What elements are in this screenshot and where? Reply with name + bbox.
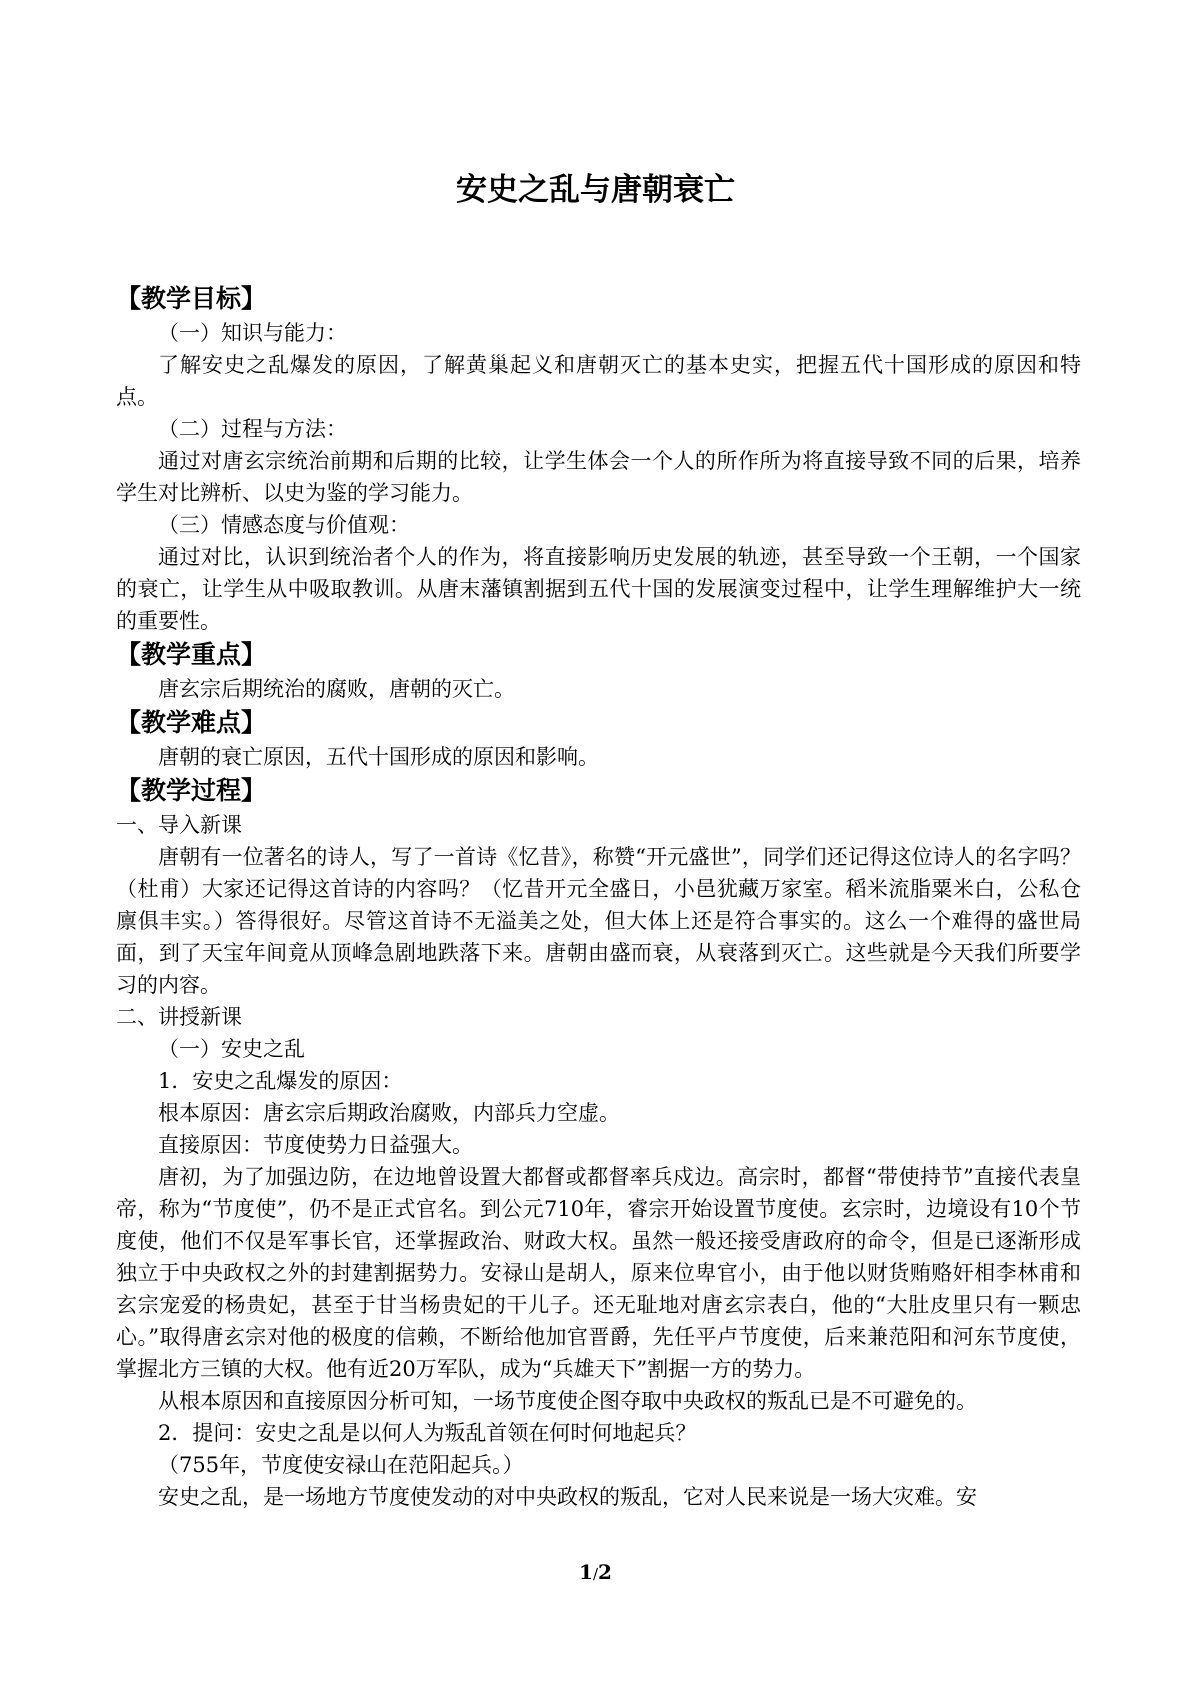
teaching-key-heading: 【教学重点】: [116, 640, 267, 669]
teaching-difficulty-text: 唐朝的衰亡原因，五代十国形成的原因和影响。: [158, 745, 599, 769]
analysis-text: 从根本原因和直接原因分析可知，一场节度使企图夺取中央政权的叛乱已是不可避免的。: [158, 1389, 977, 1413]
document-body: [116, 281, 1081, 1513]
last-text: 安史之乱，是一场地方节度使发动的对中央政权的叛乱，它对人民来说是一场大灾难。安: [158, 1485, 977, 1509]
cause-direct: 直接原因：节度使势力日益强大。: [158, 1133, 473, 1157]
page-separator: /: [592, 1565, 599, 1583]
document-title: 安史之乱与唐朝衰亡: [456, 172, 735, 208]
teaching-difficulty-heading: 【教学难点】: [116, 708, 267, 737]
goal3-text: 通过对比，认识到统治者个人的作为，将直接影响历史发展的轨迹，甚至导致一个王朝，一个国家的衰亡，让学生从中吸取教训。从唐末藩镇割据到五代十国的发展演变过程中，让学生理解维护大一统的重要性。: [116, 545, 1081, 633]
cause-label: 1．安史之乱爆发的原因：: [158, 1069, 403, 1093]
teaching-goals-heading: 【教学目标】: [116, 284, 267, 313]
part2-heading: 二、讲授新课: [116, 1005, 242, 1029]
goal2-label: （二）过程与方法：: [158, 417, 347, 441]
page-number: 1: [579, 1560, 593, 1584]
goal2-text: 通过对唐玄宗统治前期和后期的比较，让学生体会一个人的所作所为将直接导致不同的后果，培养学生对比辨析、以史为鉴的学习能力。: [116, 449, 1081, 505]
page-total: 2: [598, 1560, 612, 1584]
goal3-label: （三）情感态度与价值观：: [158, 513, 410, 537]
teaching-process-heading: 【教学过程】: [116, 776, 267, 805]
part1-heading: 一、导入新课: [116, 813, 242, 837]
sub1-label: （一）安史之乱: [158, 1037, 305, 1061]
goal1-text: 了解安史之乱爆发的原因，了解黄巢起义和唐朝灭亡的基本史实，把握五代十国形成的原因和特点。: [116, 353, 1081, 409]
history-text: 唐初，为了加强边防，在边地曾设置大都督或都督率兵戍边。高宗时，都督“带使持节”直接代表皇帝，称为“节度使”，仍不是正式官名。到公元710年，睿宗开始设置节度使。玄宗时，边境设有10个节度使，他们不仅是军事长官，还掌握政治、财政大权。虽然一般还接受唐政府的命令，但是已逐渐形成独立于中央政权之外的封建割据势力。安禄山是胡人，原来位卑官小，由于他以财货贿赂奸相李林甫和玄宗宠爱的杨贵妃，甚至于甘当杨贵妃的干儿子。还无耻地对唐玄宗表白，他的“大肚皮里只有一颗忠心。”取得唐玄宗对他的极度的信赖，不断给他加官晋爵，先任平卢节度使，后来兼范阳和河东节度使，掌握北方三镇的大权。他有近20万军队，成为“兵雄天下”割据一方的势力。: [116, 1165, 1081, 1381]
goal1-label: （一）知识与能力：: [158, 321, 347, 345]
cause-root: 根本原因：唐玄宗后期政治腐败，内部兵力空虚。: [158, 1101, 620, 1125]
part1-text: 唐朝有一位著名的诗人，写了一首诗《忆昔》，称赞“开元盛世”，同学们还记得这位诗人的名字吗？（杜甫）大家还记得这首诗的内容吗？（忆昔开元全盛日，小邑犹藏万家室。稻米流脂粟米白，公私仓廪俱丰实。）答得很好。尽管这首诗不无溢美之处，但大体上还是符合事实的。这么一个难得的盛世局面，到了天宝年间竟从顶峰急剧地跌落下来。唐朝由盛而衰，从衰落到灭亡。这些就是今天我们所要学习的内容。: [116, 845, 1081, 997]
teaching-key-text: 唐玄宗后期统治的腐败，唐朝的灭亡。: [158, 677, 515, 701]
page-footer: [0, 1558, 1191, 1588]
question-text: 2．提问：安史之乱是以何人为叛乱首领在何时何地起兵？: [158, 1421, 697, 1445]
answer-text: （755年，节度使安禄山在范阳起兵。）: [158, 1453, 524, 1477]
